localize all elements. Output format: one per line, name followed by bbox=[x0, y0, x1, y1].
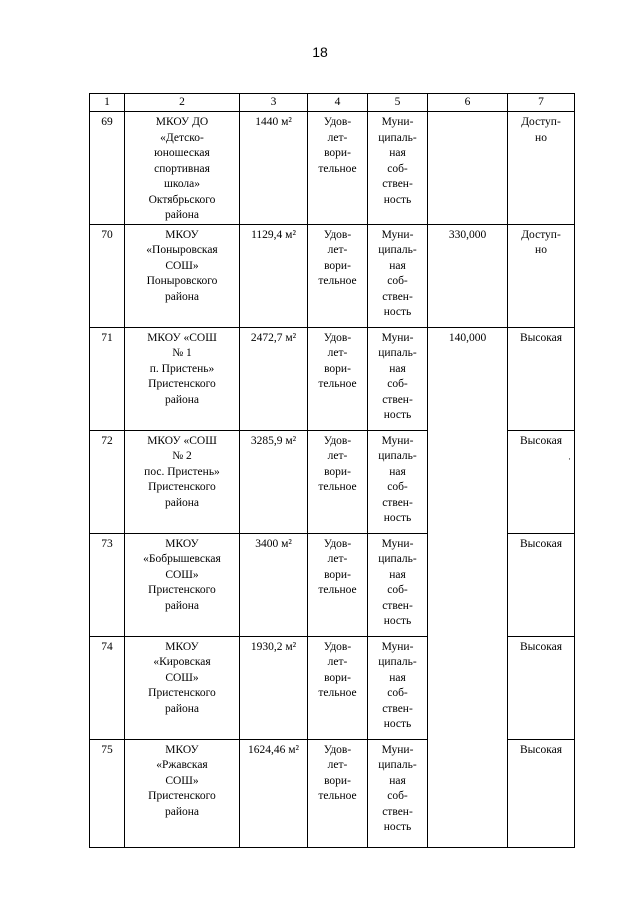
page-number: 18 bbox=[312, 44, 328, 60]
facility-condition: Удов- лет- вори- тельное bbox=[308, 224, 368, 327]
facility-value bbox=[428, 112, 508, 225]
facility-ownership: Муни- ципаль- ная соб- ствен- ность bbox=[368, 112, 428, 225]
facility-rating: Высокая bbox=[508, 739, 575, 847]
facility-ownership: Муни- ципаль- ная соб- ствен- ность bbox=[368, 327, 428, 430]
facilities-table bbox=[89, 93, 575, 848]
table-row bbox=[90, 224, 575, 327]
facility-condition: Удов- лет- вори- тельное bbox=[308, 112, 368, 225]
column-header: 3 bbox=[240, 94, 308, 112]
facility-ownership: Муни- ципаль- ная соб- ствен- ность bbox=[368, 533, 428, 636]
row-number: 71 bbox=[90, 327, 125, 430]
table-row bbox=[90, 112, 575, 225]
facility-area: 3285,9 м² bbox=[240, 430, 308, 533]
facility-name: МКОУ «Ржавская СОШ» Пристенского района bbox=[125, 739, 240, 847]
row-number: 69 bbox=[90, 112, 125, 225]
facility-condition: Удов- лет- вори- тельное bbox=[308, 533, 368, 636]
facility-rating: Высокая bbox=[508, 636, 575, 739]
facility-area: 1440 м² bbox=[240, 112, 308, 225]
facility-value: 330,000 bbox=[428, 224, 508, 327]
row-number: 73 bbox=[90, 533, 125, 636]
row-number: 75 bbox=[90, 739, 125, 847]
facility-ownership: Муни- ципаль- ная соб- ствен- ность bbox=[368, 224, 428, 327]
facility-rating: Высокая bbox=[508, 430, 575, 533]
facility-name: МКОУ «Поныровская СОШ» Поныровского района bbox=[125, 224, 240, 327]
scan-speck: · bbox=[568, 454, 571, 464]
facility-area: 1129,4 м² bbox=[240, 224, 308, 327]
column-header: 2 bbox=[125, 94, 240, 112]
facility-ownership: Муни- ципаль- ная соб- ствен- ность bbox=[368, 636, 428, 739]
facility-name: МКОУ «Кировская СОШ» Пристенского района bbox=[125, 636, 240, 739]
column-header: 1 bbox=[90, 94, 125, 112]
facility-condition: Удов- лет- вори- тельное bbox=[308, 430, 368, 533]
table-header-row bbox=[90, 94, 575, 112]
facility-rating: Доступ- но bbox=[508, 224, 575, 327]
row-number: 70 bbox=[90, 224, 125, 327]
facility-ownership: Муни- ципаль- ная соб- ствен- ность bbox=[368, 430, 428, 533]
facility-rating: Высокая bbox=[508, 327, 575, 430]
facility-name: МКОУ ДО «Детско- юношеская спортивная школа» Октябрьского района bbox=[125, 112, 240, 225]
column-header: 7 bbox=[508, 94, 575, 112]
facility-area: 2472,7 м² bbox=[240, 327, 308, 430]
facility-ownership: Муни- ципаль- ная соб- ствен- ность bbox=[368, 739, 428, 847]
row-number: 74 bbox=[90, 636, 125, 739]
facility-condition: Удов- лет- вори- тельное bbox=[308, 636, 368, 739]
facility-value-merged: 140,000 bbox=[428, 327, 508, 847]
row-number: 72 bbox=[90, 430, 125, 533]
facility-condition: Удов- лет- вори- тельное bbox=[308, 739, 368, 847]
facility-name: МКОУ «Бобрышевская СОШ» Пристенского района bbox=[125, 533, 240, 636]
table-row bbox=[90, 327, 575, 430]
column-header: 6 bbox=[428, 94, 508, 112]
column-header: 4 bbox=[308, 94, 368, 112]
facility-name: МКОУ «СОШ № 2 пос. Пристень» Пристенского района bbox=[125, 430, 240, 533]
facility-rating: Доступ- но bbox=[508, 112, 575, 225]
facility-area: 1930,2 м² bbox=[240, 636, 308, 739]
facility-rating: Высокая bbox=[508, 533, 575, 636]
facility-condition: Удов- лет- вори- тельное bbox=[308, 327, 368, 430]
facility-area: 1624,46 м² bbox=[240, 739, 308, 847]
facility-name: МКОУ «СОШ № 1 п. Пристень» Пристенского района bbox=[125, 327, 240, 430]
facility-area: 3400 м² bbox=[240, 533, 308, 636]
column-header: 5 bbox=[368, 94, 428, 112]
